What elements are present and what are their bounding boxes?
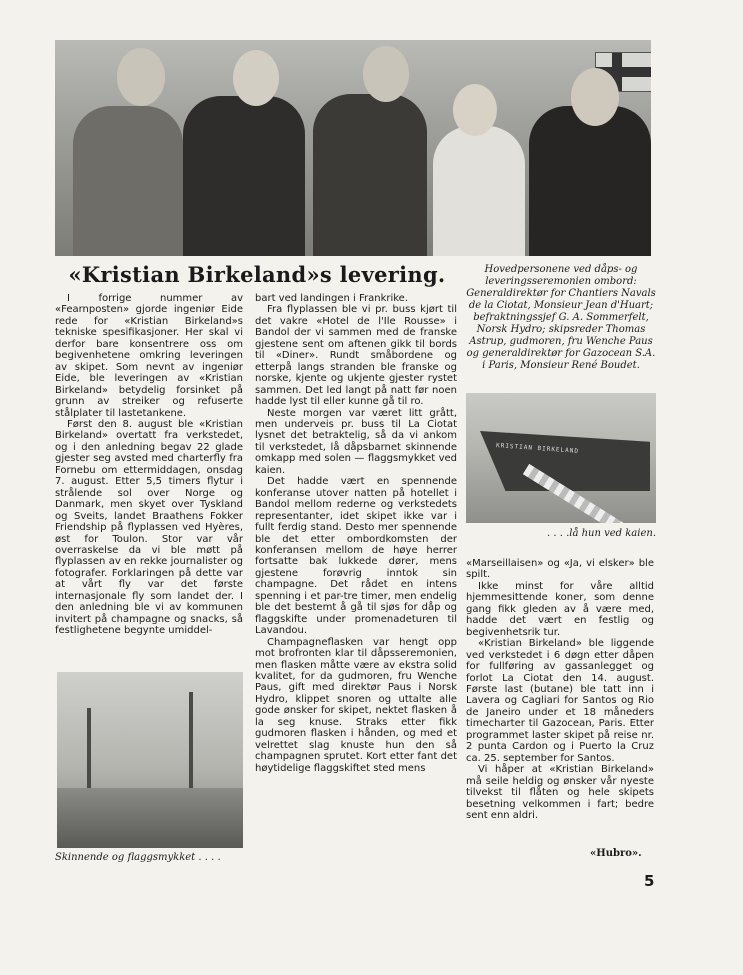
paragraph: Neste morgen var været litt grått, men underveis pr. buss til La Ciotat lysnet det betraktelig, så da vi ankom til verkstedet, lå dåpsbarnet skinnende omkapp med solen — flaggsmykket ved kaien. <box>255 407 457 476</box>
group-photo <box>55 40 651 256</box>
paragraph: bart ved landingen i Frankrike. <box>255 293 409 304</box>
paragraph: Champagneflasken var hengt opp mot brofronten klar til dåpsseremonien, men flasken måtte være av ekstra solid kvalitet, for da gudmoren, fru Wenche Paus, gift med direktør Paus i Norsk Hydro, klippet snoren og uttalte alle gode ønsker for skipet, nektet flasken å la seg knuse. Straks etter fikk gudmoren flasken i hånden, og med et velrettet slag knuste hun den så champagnen sprutet. Kort etter fant det høytidelige flaggskiftet sted mens <box>255 636 457 774</box>
ship-name-on-hull: KRISTIAN BIRKELAND <box>495 442 580 455</box>
article-column-2 <box>255 293 457 774</box>
paragraph: «Kristian Birkeland» ble liggende ved verkstedet i 6 døgn etter dåpen for fullføring av gassanlegget og forlot La Ciotat den 14. august. Første last (butane) ble tatt inn i Lavera og Cagliari for Santos og Rio de Janeiro under et 18 måneders timecharter til Gazocean, Paris. Etter programmet laster skipet på reise nr. 2 punta Cardon og i Puerto la Cruz ca. 25. september for Santos. <box>466 638 654 764</box>
ship-photo-caption: . . . .lå hun ved kaien. <box>547 528 656 539</box>
photo-caption: Hovedpersonene ved dåps- og leveringsseremonien ombord: Generaldirektør for Chantiers Navals de la Ciotat, Monsieur Jean d'Huart; befraktningssjef G. A. Sommerfelt, Norsk Hydro; skipsreder Thomas Astrup, gudmoren, fru Wenche Paus og generaldirektør for Gazocean S.A. i Paris, Monsieur René Boudet. <box>466 264 656 371</box>
paragraph: Vi håper at «Kristian Birkeland» må seile heldig og ønsker vår nyeste tilvekst til flåten og hele skipets besetning velkommen i fart; bedre sent enn aldri. <box>466 764 654 821</box>
paragraph: Ikke minst for våre alltid hjemmesittende koner, som denne gang fikk gleden av å være med, hadde det vært en festlig og begivenhetsrik tur. <box>466 580 654 638</box>
person-figure <box>433 126 525 256</box>
person-figure <box>529 106 651 256</box>
article-headline: «Kristian Birkeland»s levering. <box>68 262 446 287</box>
page-number: 5 <box>644 872 655 890</box>
paragraph: Det hadde vært en spennende konferanse utover natten på hotellet i Bandol mellom rederne og verkstedets representanter, idet skipet ikke var i fullt ferdig stand. Desto mer spennende ble det etter ombordkomsten der konferansen mellom de høye herrer fortsatte bak lukkede dører, mens gjestene forøvrig inntok sin champagne. Det rådet en intens spenning i et par-tre timer, men endelig ble det bestemt å gå til sjøs for dåp og flaggskifte under promenadeturen til Lavandou. <box>255 476 457 637</box>
article-column-3 <box>466 558 654 821</box>
person-head <box>363 46 409 102</box>
person-head <box>117 48 165 106</box>
paragraph: Først den 8. august ble «Kristian Birkeland» overtatt fra verkstedet, og i den anledning begav 22 glade gjester seg avsted med charterfly fra Fornebu om ettermiddagen, onsdag 7. august. Etter 5,5 timers flytur i strålende sol over Norge og Danmark, men skyet over Tyskland og Sveits, landet Braathens Fokker Friendship på flyplassen ved Hyères, øst for Toulon. Stor var vår overraskelse da vi ble møtt på flyplassen av en rekke journalister og fotografer. Forklaringen på dette var at vårt fly var det første internasjonale fly som landet der. I den anledning ble vi av kommunen invitert på champagne og snacks, så festlighetene begynte umiddel- <box>55 418 243 637</box>
person-figure <box>183 96 305 256</box>
author-signature: «Hubro». <box>590 848 642 859</box>
paragraph: I forrige nummer av «Fearnposten» gjorde ingeniør Eide rede for «Kristian Birkeland»s tekniske spesifikasjoner. Her skal vi derfor bare konsentrere oss om begivenhetene omkring leveringen av skipet. Som nevnt av ingeniør Eide, ble leveringen av «Kristian Birkeland» betydelig forsinket på grunn av streiker og refuserte stålplater til lastetankene. <box>55 293 243 419</box>
person-figure <box>73 106 183 256</box>
person-figure <box>313 94 427 256</box>
ship-mast-photo <box>57 672 243 848</box>
ship-photo <box>466 393 656 523</box>
person-head <box>571 68 619 126</box>
person-head <box>453 84 497 136</box>
paragraph: Fra flyplassen ble vi pr. buss kjørt til det vakre «Hotel de l'Ile Rousse» i Bandol der vi sammen med de franske gjestene sent om aftenen gikk til bords til «Diner». Rundt småbordene og etterpå langs stranden ble franske og norske, kjente og ukjente gjester rystet sammen. Det led langt på natt før noen hadde lyst til eller kunne gå til ro. <box>255 304 457 408</box>
article-column-1 <box>55 293 243 637</box>
ship-deck <box>57 788 243 848</box>
paragraph: «Marseillaisen» og «Ja, vi elsker» ble spilt. <box>466 558 654 581</box>
ship-hull <box>480 431 650 491</box>
person-head <box>233 50 279 106</box>
mast-photo-caption: Skinnende og flaggsmykket . . . . <box>55 852 221 863</box>
